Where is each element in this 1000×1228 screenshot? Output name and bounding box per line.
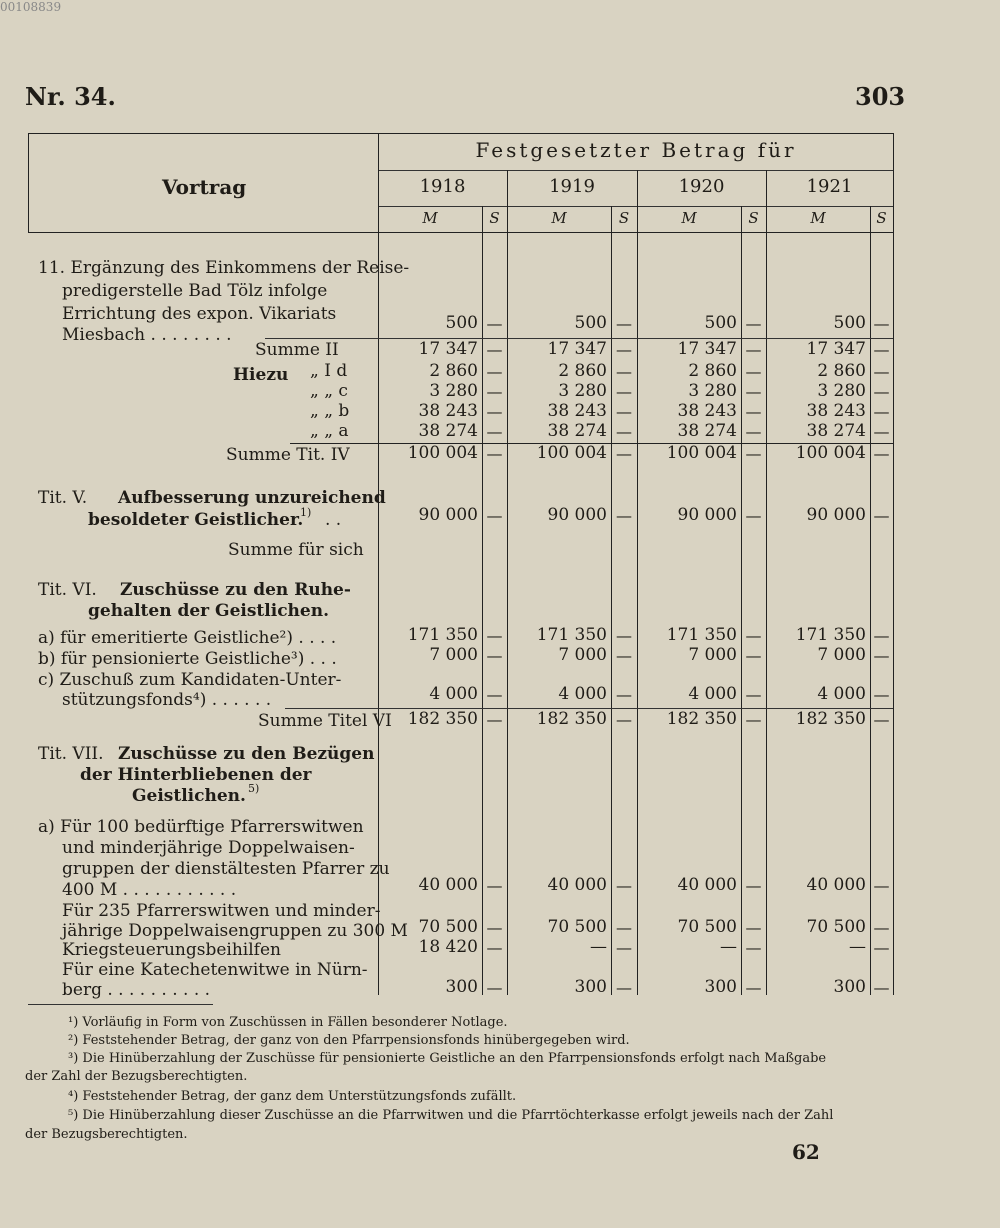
summe6-value-1921: 182 350	[795, 709, 866, 729]
t6c-pf-dash-1920: —	[745, 685, 762, 704]
t7c-value-1920: —	[720, 937, 737, 957]
tit-vii-a-line-2: und minderjährige Doppelwaisen-	[62, 838, 355, 858]
t7b-value-1918: 70 500	[418, 917, 478, 937]
r11-pf-dash-1921: —	[873, 314, 890, 333]
page-number-top: 303	[855, 82, 906, 111]
tit-vii-b-line-1: Für 235 Pfarrerswitwen und minder-	[62, 901, 381, 921]
hd-value-1919: 2 860	[558, 361, 607, 381]
tit-vi-b-label: b) für pensionierte Geistliche³) . . .	[38, 649, 337, 669]
t6a-value-1921: 171 350	[795, 625, 866, 645]
hiezu-a-label: „ „ a	[310, 421, 349, 441]
tit-vii-line-3: Geistlichen.	[132, 786, 246, 806]
t6c-pf-dash-1921: —	[873, 685, 890, 704]
summe4-pf-dash-1921: —	[873, 444, 890, 463]
tit-vii-note: 5)	[248, 782, 260, 795]
tit-v-note: 1)	[300, 506, 312, 519]
summe4-pf-dash-1919: —	[616, 444, 632, 463]
summe2-pf-dash-1920: —	[745, 340, 762, 359]
year-1921: 1921	[806, 176, 853, 197]
tit-vii-prefix: Tit. VII.	[38, 744, 104, 764]
year-1918: 1918	[419, 176, 466, 197]
hiezu-label: Hiezu	[233, 365, 289, 385]
summe4-pf-dash-1918: —	[486, 444, 503, 463]
t6a-value-1918: 171 350	[407, 625, 478, 645]
col-divider-1920	[766, 170, 767, 995]
hb-value-1921: 38 243	[806, 401, 866, 421]
hb-value-1919: 38 243	[547, 401, 607, 421]
t6b-value-1918: 7 000	[429, 645, 478, 665]
hb-pf-dash-1921: —	[873, 402, 890, 421]
row-11-line-4: Miesbach . . . . . . . .	[62, 325, 232, 345]
t7d-value-1921: 300	[833, 977, 866, 997]
table-title: Festgesetzter Betrag für	[475, 138, 797, 162]
summe4-pf-dash-1920: —	[745, 444, 762, 463]
tit5-value-1920: 90 000	[677, 505, 737, 525]
ha-value-1921: 38 274	[806, 421, 866, 441]
r11-pf-dash-1920: —	[745, 314, 762, 333]
t7d-pf-dash-1921: —	[873, 978, 890, 997]
hb-pf-dash-1919: —	[616, 402, 632, 421]
tit-vi-line-2: gehalten der Geistlichen.	[88, 601, 329, 621]
summe-vi-label: Summe Titel VI	[258, 711, 392, 731]
ha-pf-dash-1921: —	[873, 422, 890, 441]
tit-vi-a-label: a) für emeritierte Geistliche²) . . . .	[38, 628, 337, 648]
t7b-value-1920: 70 500	[677, 917, 737, 937]
footnote-3: ³) Die Hinüberzahlung der Zuschüsse für pensionierte Geistliche an den Pfarrpensionsfonds erfolgt nach Maßgabe	[68, 1051, 827, 1066]
footnote-rule	[28, 1004, 213, 1005]
hc-value-1920: 3 280	[688, 381, 737, 401]
mark-label-1918: M	[422, 209, 438, 227]
t6b-value-1920: 7 000	[688, 645, 737, 665]
tit-vii-a-line-3: gruppen der dienstältesten Pfarrer zu	[62, 859, 390, 879]
t7d-value-1918: 300	[445, 977, 478, 997]
t7a-value-1920: 40 000	[677, 875, 737, 895]
tit5-value-1919: 90 000	[547, 505, 607, 525]
summe2-pf-dash-1919: —	[616, 340, 632, 359]
summe6-value-1918: 182 350	[407, 709, 478, 729]
t6c-value-1919: 4 000	[558, 684, 607, 704]
t6b-pf-dash-1920: —	[745, 646, 762, 665]
r11-pf-dash-1918: —	[486, 314, 503, 333]
hiezu-id-label: „ I d	[310, 361, 348, 381]
t7a-value-1918: 40 000	[418, 875, 478, 895]
tit-vii-d-line-1: Für eine Katechetenwitwe in Nürn-	[62, 960, 368, 980]
r11-value-1918: 500	[445, 313, 478, 333]
r11-value-1920: 500	[704, 313, 737, 333]
tit-v-dots: . .	[325, 510, 342, 530]
tit-vi-c-line-1: c) Zuschuß zum Kandidaten-Unter-	[38, 670, 342, 690]
t7b-pf-dash-1920: —	[745, 918, 762, 937]
summe-ii-label: Summe II	[255, 340, 339, 360]
hc-pf-dash-1918: —	[486, 382, 503, 401]
summe2-value-1920: 17 347	[677, 339, 737, 359]
ha-pf-dash-1918: —	[486, 422, 503, 441]
hiezu-b-label: „ „ b	[310, 401, 350, 421]
t7c-pf-dash-1918: —	[486, 938, 503, 957]
t7a-value-1919: 40 000	[547, 875, 607, 895]
summe2-value-1919: 17 347	[547, 339, 607, 359]
tit-vi-line-1: Zuschüsse zu den Ruhe-	[120, 580, 351, 600]
tit-vii-b-line-2: jährige Doppelwaisengruppen zu 300 M	[62, 921, 408, 941]
tit5-pf-dash-1919: —	[616, 506, 632, 525]
tit-v-line-1: Aufbesserung unzureichend	[118, 488, 386, 508]
summe6-value-1919: 182 350	[536, 709, 607, 729]
t7d-value-1920: 300	[704, 977, 737, 997]
year-1919: 1919	[549, 176, 595, 197]
ha-pf-dash-1919: —	[616, 422, 632, 441]
t7c-pf-dash-1920: —	[745, 938, 762, 957]
row-11-line-2: predigerstelle Bad Tölz infolge	[62, 281, 328, 301]
t6a-pf-dash-1920: —	[745, 626, 762, 645]
hc-pf-dash-1920: —	[745, 382, 762, 401]
col-left-border	[28, 133, 29, 232]
summe4-value-1921: 100 004	[795, 443, 866, 463]
t7a-value-1921: 40 000	[806, 875, 866, 895]
col-right-border	[893, 133, 894, 995]
t7c-pf-dash-1919: —	[616, 938, 632, 957]
t7a-pf-dash-1920: —	[745, 876, 762, 895]
hc-value-1919: 3 280	[558, 381, 607, 401]
t6c-pf-dash-1919: —	[616, 685, 632, 704]
summe4-value-1918: 100 004	[407, 443, 478, 463]
tit-v-line-2: besoldeter Geistlicher.	[88, 510, 304, 530]
table-header-rule	[28, 232, 894, 233]
t6b-pf-dash-1919: —	[616, 646, 632, 665]
t7c-value-1919: —	[590, 937, 607, 957]
r11-value-1919: 500	[574, 313, 607, 333]
t7d-pf-dash-1919: —	[616, 978, 632, 997]
hd-pf-dash-1921: —	[873, 362, 890, 381]
t6c-value-1920: 4 000	[688, 684, 737, 704]
pf-label-1918: S	[489, 209, 500, 227]
mark-label-1920: M	[681, 209, 697, 227]
footnote-1: ¹) Vorläufig in Form von Zuschüssen in Fällen besonderer Notlage.	[68, 1015, 508, 1030]
t7d-value-1919: 300	[574, 977, 607, 997]
tit-vi-c-line-2: stützungsfonds⁴) . . . . . .	[62, 690, 272, 710]
summe6-pf-dash-1919: —	[616, 710, 632, 729]
summe4-value-1919: 100 004	[536, 443, 607, 463]
hd-pf-dash-1920: —	[745, 362, 762, 381]
t6a-pf-dash-1919: —	[616, 626, 632, 645]
ha-value-1919: 38 274	[547, 421, 607, 441]
pf-label-1919: S	[618, 209, 630, 227]
t6a-pf-dash-1918: —	[486, 626, 503, 645]
r11-pf-dash-1919: —	[616, 314, 632, 333]
hc-pf-dash-1921: —	[873, 382, 890, 401]
vortrag-heading: Vortrag	[162, 175, 247, 199]
tit5-pf-dash-1918: —	[486, 506, 503, 525]
footnote-2: ²) Feststehender Betrag, der ganz von den Pfarrpensionsfonds hinübergegeben wird.	[68, 1033, 630, 1048]
ha-value-1920: 38 274	[677, 421, 737, 441]
tit-vii-line-1: Zuschüsse zu den Bezügen	[118, 744, 375, 764]
tit-vii-c-label: Kriegsteuerungsbeihilfen	[62, 940, 281, 960]
tit-vii-a-line-1: a) Für 100 bedürftige Pfarrerswitwen	[38, 817, 364, 837]
t7a-pf-dash-1919: —	[616, 876, 632, 895]
year-rule	[378, 206, 894, 207]
mark-label-1921: M	[810, 209, 826, 227]
r11-value-1921: 500	[833, 313, 866, 333]
ha-pf-dash-1920: —	[745, 422, 762, 441]
summe6-pf-dash-1920: —	[745, 710, 762, 729]
year-1920: 1920	[678, 176, 725, 197]
hb-pf-dash-1920: —	[745, 402, 762, 421]
footnote-3-cont: der Zahl der Bezugsberechtigten.	[25, 1069, 248, 1084]
hc-pf-dash-1919: —	[616, 382, 632, 401]
summe6-value-1920: 182 350	[666, 709, 737, 729]
summe6-pf-dash-1921: —	[873, 710, 890, 729]
t7c-value-1921: —	[849, 937, 866, 957]
tit5-pf-dash-1920: —	[745, 506, 762, 525]
page-number-bottom: 62	[792, 1140, 820, 1164]
hb-value-1918: 38 243	[418, 401, 478, 421]
t7c-value-1918: 18 420	[418, 937, 478, 957]
summe2-value-1918: 17 347	[418, 339, 478, 359]
ha-value-1918: 38 274	[418, 421, 478, 441]
pf-label-1920: S	[748, 209, 759, 227]
summe2-pf-dash-1918: —	[486, 340, 503, 359]
t6b-pf-dash-1921: —	[873, 646, 890, 665]
hc-value-1918: 3 280	[429, 381, 478, 401]
hd-pf-dash-1918: —	[486, 362, 503, 381]
tit-v-prefix: Tit. V.	[38, 488, 88, 508]
summe-iv-label: Summe Tit. IV	[226, 445, 350, 465]
summe2-pf-dash-1921: —	[873, 340, 890, 359]
hc-value-1921: 3 280	[817, 381, 866, 401]
t7a-pf-dash-1918: —	[486, 876, 503, 895]
footnote-4: ⁴) Feststehender Betrag, der ganz dem Unterstützungsfonds zufällt.	[68, 1089, 517, 1104]
t7b-pf-dash-1921: —	[873, 918, 890, 937]
footnote-5: ⁵) Die Hinüberzahlung dieser Zuschüsse an die Pfarrwitwen und die Pfarrtöchterkasse erfolgt jeweils nach der Zahl	[68, 1108, 834, 1123]
t6a-pf-dash-1921: —	[873, 626, 890, 645]
pf-label-1921: S	[876, 209, 887, 227]
hb-pf-dash-1918: —	[486, 402, 503, 421]
hd-pf-dash-1919: —	[616, 362, 632, 381]
t6c-value-1918: 4 000	[429, 684, 478, 704]
summe4-value-1920: 100 004	[666, 443, 737, 463]
tit5-value-1921: 90 000	[806, 505, 866, 525]
footnote-5-cont: der Bezugsberechtigten.	[25, 1127, 188, 1142]
t6b-value-1919: 7 000	[558, 645, 607, 665]
tit5-value-1918: 90 000	[418, 505, 478, 525]
hd-value-1918: 2 860	[429, 361, 478, 381]
t6b-value-1921: 7 000	[817, 645, 866, 665]
t7b-pf-dash-1919: —	[616, 918, 632, 937]
page-issue-number: Nr. 34.	[25, 82, 116, 111]
t7b-pf-dash-1918: —	[486, 918, 503, 937]
hd-value-1921: 2 860	[817, 361, 866, 381]
t7d-pf-dash-1920: —	[745, 978, 762, 997]
t6b-pf-dash-1918: —	[486, 646, 503, 665]
row-11-line-1: 11. Ergänzung des Einkommens der Reise-	[38, 258, 410, 278]
mark-label-1919: M	[551, 209, 567, 227]
t7c-pf-dash-1921: —	[873, 938, 890, 957]
tit-vii-a-line-4: 400 M . . . . . . . . . . .	[62, 880, 237, 900]
tit-vi-prefix: Tit. VI.	[38, 580, 97, 600]
scan-id: 00108839	[0, 0, 62, 14]
summe-fuer-sich: Summe für sich	[228, 540, 364, 560]
t7b-value-1919: 70 500	[547, 917, 607, 937]
t6a-value-1920: 171 350	[666, 625, 737, 645]
row-11-line-3: Errichtung des expon. Vikariats	[62, 304, 337, 324]
title-rule	[378, 170, 894, 171]
hiezu-c-label: „ „ c	[310, 381, 348, 401]
t6c-pf-dash-1918: —	[486, 685, 503, 704]
tit-vii-line-2: der Hinterbliebenen der	[80, 765, 312, 785]
tit5-pf-dash-1921: —	[873, 506, 890, 525]
t7a-pf-dash-1921: —	[873, 876, 890, 895]
summe6-pf-dash-1918: —	[486, 710, 503, 729]
hd-value-1920: 2 860	[688, 361, 737, 381]
table-top-rule	[28, 133, 894, 134]
t7b-value-1921: 70 500	[806, 917, 866, 937]
col-divider-1919	[637, 170, 638, 995]
tit-vii-d-line-2: berg . . . . . . . . . .	[62, 980, 211, 1000]
hb-value-1920: 38 243	[677, 401, 737, 421]
t6c-value-1921: 4 000	[817, 684, 866, 704]
t6a-value-1919: 171 350	[536, 625, 607, 645]
t7d-pf-dash-1918: —	[486, 978, 503, 997]
summe2-value-1921: 17 347	[806, 339, 866, 359]
col-divider-1918	[507, 170, 508, 995]
